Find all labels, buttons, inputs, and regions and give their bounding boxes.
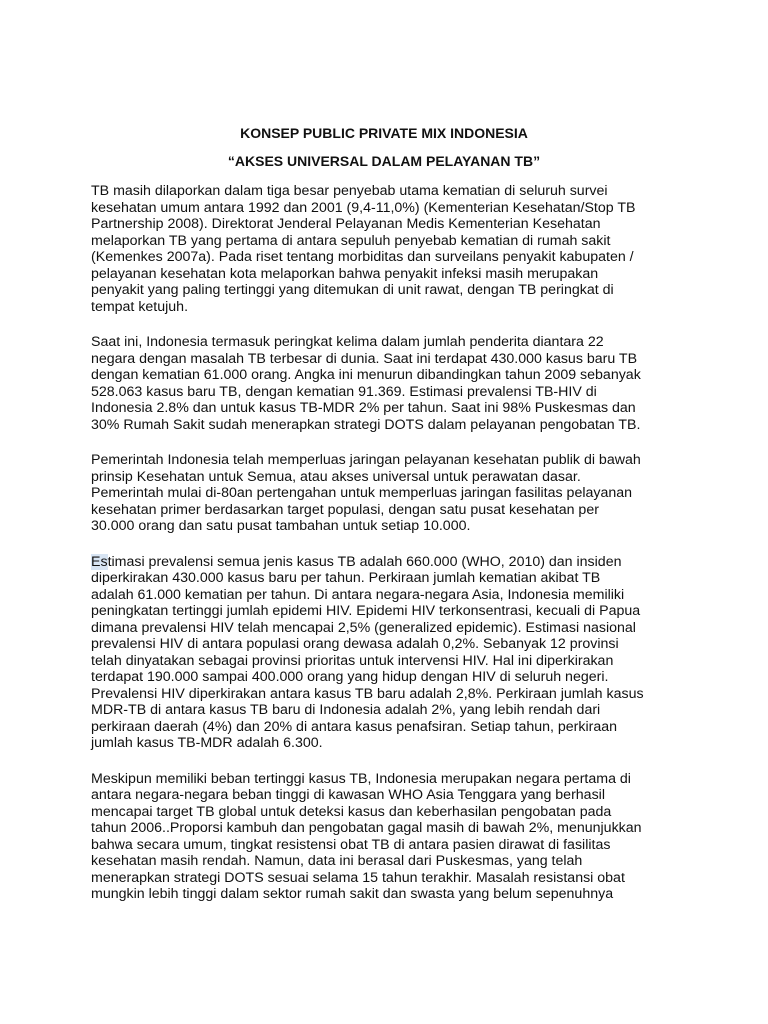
text-line: Pemerintah Indonesia telah memperluas jaringan pelayanan kesehatan publik di bawah [91, 452, 641, 468]
text-line: kesehatan umum antara 1992 dan 2001 (9,4-11,0%) (Kementerian Kesehatan/Stop TB [91, 199, 636, 216]
text-line: kesehatan masih rendah. Namun, data ini berasal dari Puskesmas, yang telah [91, 853, 583, 869]
paragraph-2 [91, 334, 691, 433]
text-line-rest: timasi prevalensi semua jenis kasus TB adalah 660.000 (WHO, 2010) dan insiden [107, 553, 622, 570]
text-line: diperkirakan 430.000 kasus baru per tahun. Perkiraan jumlah kematian akibat TB [91, 570, 601, 586]
text-line: tempat ketujuh. [91, 298, 189, 315]
text-line: Meskipun memiliki beban tertinggi kasus TB, Indonesia merupakan negara pertama di [91, 770, 631, 787]
text-line: terdapat 190.000 sampai 400.000 orang yang hidup dengan HIV di seluruh negeri. [91, 669, 609, 685]
document-subtitle: “AKSES UNIVERSAL DALAM PELAYANAN TB” [227, 153, 541, 169]
document-body [91, 183, 691, 922]
text-line: dengan kematian 61.000 orang. Angka ini menurun dibandingkan tahun 2009 sebanyak [91, 367, 641, 383]
text-line: perkiraan daerah (4%) dan 20% di antara kasus penafsiran. Setiap tahun, perkiraan [91, 718, 618, 735]
text-line: menerapkan strategi DOTS sesuai selama 15 tahun terakhir. Masalah resistansi obat [91, 869, 625, 886]
text-line: pelayanan kesehatan kota melaporkan bahwa penyakit infeksi masih merupakan [91, 265, 599, 282]
text-line: Prevalensi HIV diperkirakan antara kasus TB baru adalah 2,8%. Perkiraan jumlah kasus [91, 685, 644, 702]
text-line: TB masih dilaporkan dalam tiga besar penyebab utama kematian di seluruh survei [91, 183, 608, 199]
text-line: 30.000 orang dan satu pusat tambahan untuk setiap 10.000. [91, 518, 471, 534]
paragraph-1 [91, 183, 691, 315]
text-line: Indonesia 2.8% dan untuk kasus TB-MDR 2% per tahun. Saat ini 98% Puskesmas dan [91, 400, 636, 416]
text-line: MDR-TB di antara kasus TB baru di Indonesia adalah 2%, yang lebih rendah dari [91, 702, 601, 718]
text-line: mungkin lebih tinggi dalam sektor rumah sakit dan swasta yang belum sepenuhnya [91, 886, 614, 902]
text-line: jumlah kasus TB-MDR adalah 6.300. [91, 735, 323, 751]
text-line: penyakit yang paling tertinggi yang ditemukan di unit rawat, dengan TB peringkat di [91, 282, 614, 298]
text-line: Partnership 2008). Direktorat Jenderal Pelayanan Medis Kementerian Kesehatan [91, 216, 601, 232]
text-line: peningkatan tertinggi jumlah epidemi HIV. Epidemi HIV terkonsentrasi, kecuali di Papua [91, 603, 641, 619]
text-line: prevalensi HIV di antara populasi orang dewasa adalah 0,2%. Sebanyak 12 provinsi [91, 636, 619, 652]
text-line: telah dinyatakan sebagai provinsi prioritas untuk intervensi HIV. Hal ini diperkirakan [91, 652, 614, 669]
text-line: mencapai target TB global untuk deteksi kasus dan keberhasilan pengobatan pada [91, 803, 612, 820]
text-line: melaporkan TB yang pertama di antara sepuluh penyebab kematian di rumah sakit [91, 232, 611, 249]
text-line: negara dengan masalah TB terbesar di dunia. Saat ini terdapat 430.000 kasus baru TB [91, 350, 638, 367]
text-line [91, 554, 691, 571]
text-line: dimana prevalensi HIV telah mencapai 2,5% (generalized epidemic). Estimasi nasional [91, 619, 636, 636]
text-line: antara negara-negara beban tinggi di kawasan WHO Asia Tenggara yang berhasil [91, 787, 605, 803]
text-line: (Kemenkes 2007a). Pada riset tentang morbiditas dan surveilans penyakit kabupaten / [91, 249, 634, 265]
text-line: Pemerintah mulai di-80an pertengahan untuk memperluas jaringan fasilitas pelayanan [91, 485, 633, 501]
text-line: prinsip Kesehatan untuk Semua, atau akses universal untuk perawatan dasar. [91, 468, 581, 485]
text-line: kesehatan primer berdasarkan target populasi, dengan satu pusat kesehatan per [91, 501, 599, 518]
text-line: tahun 2006..Proporsi kambuh dan pengobatan gagal masih di bawah 2%, menunjukkan [91, 820, 642, 836]
document-title: KONSEP PUBLIC PRIVATE MIX INDONESIA [240, 125, 528, 141]
text-line: Saat ini, Indonesia termasuk peringkat kelima dalam jumlah penderita diantara 22 [91, 334, 604, 350]
paragraph-4 [91, 554, 691, 752]
text-line: adalah 61.000 kematian per tahun. Di antara negara-negara Asia, Indonesia memiliki [91, 586, 625, 603]
text-selection-highlight: Es [91, 553, 108, 570]
paragraph-3 [91, 452, 691, 535]
text-line: 30% Rumah Sakit sudah menerapkan strategi DOTS dalam pelayanan pengobatan TB. [91, 416, 641, 433]
text-line: bahwa secara umum, tingkat resistensi obat TB di antara pasien dirawat di fasilitas [91, 836, 611, 853]
paragraph-5 [91, 771, 691, 903]
text-line: 528.063 kasus baru TB, dengan kematian 91.369. Estimasi prevalensi TB-HIV di [91, 383, 597, 400]
